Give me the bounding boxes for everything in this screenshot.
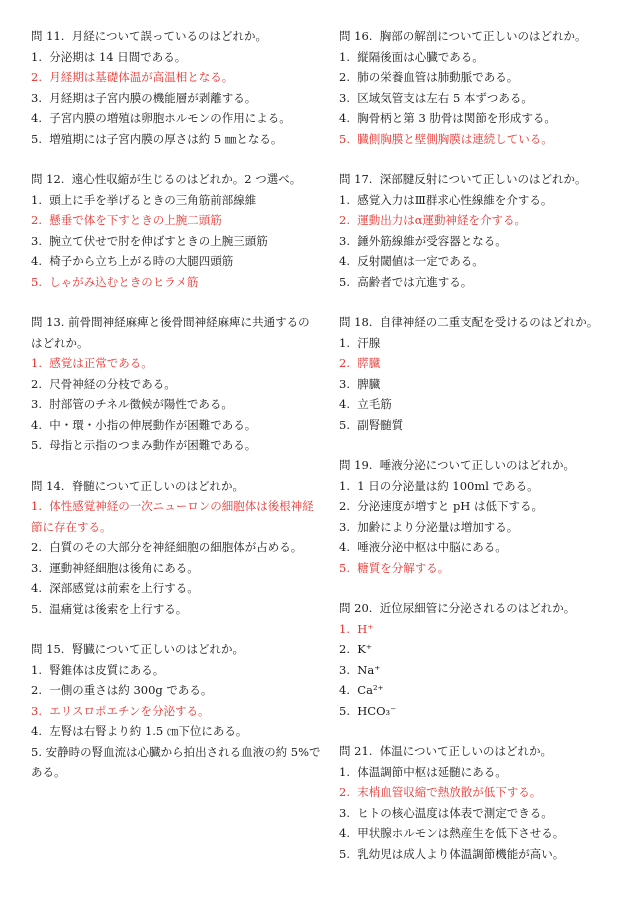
answer-option: 5. 高齢者では亢進する。	[339, 274, 473, 289]
answer-option: 5. 乳幼児は成人より体温調節機能が高い。	[339, 846, 565, 861]
answer-option: 4. 立毛筋	[339, 397, 392, 411]
question-q14	[31, 476, 321, 620]
answer-option-correct: 5. しゃがみ込むときのヒラメ筋	[31, 274, 199, 289]
question-q21	[339, 741, 619, 864]
answer-option: 1. 分泌期は 14 日間である。	[31, 49, 187, 64]
answer-option-correct: 2. 膵臓	[339, 356, 381, 370]
answer-option: 3. Na⁺	[339, 662, 381, 677]
answer-option: 3. 加齢により分泌量は増加する。	[339, 519, 519, 534]
question-q16	[339, 26, 619, 149]
question-title: 問 13. 前骨間神経麻痺と後骨間神経麻痺に共通するのはどれか。	[31, 315, 310, 350]
question-title: 問 15. 腎臓について正しいのはどれか。	[31, 642, 245, 656]
answer-option: 3. 錘外筋線維が受容器となる。	[339, 233, 507, 248]
answer-option: 4. 椅子から立ち上がる時の大腿四頭筋	[31, 254, 234, 268]
answer-option: 4. 左腎は右腎より約 1.5 ㎝下位にある。	[31, 724, 248, 738]
answer-option: 5. HCO₃⁻	[339, 703, 397, 718]
answer-option: 2. 一側の重さは約 300g である。	[31, 683, 213, 697]
question-title: 問 18. 自律神経の二重支配を受けるのはどれか。	[339, 315, 599, 329]
answer-option: 1. 腎錐体は皮質にある。	[31, 662, 165, 677]
answer-option-correct: 1. 感覚は正常である。	[31, 356, 153, 370]
answer-option: 1. 汗腺	[339, 335, 381, 350]
question-title: 問 14. 脊髄について正しいのはどれか。	[31, 478, 245, 493]
answer-option: 4. 反射閾値は一定である。	[339, 254, 484, 268]
answer-option-correct: 5. 臓側胸膜と壁側胸膜は連続している。	[339, 131, 553, 146]
answer-option: 1. 頭上に手を挙げるときの三角筋前部線維	[31, 192, 257, 207]
answer-option: 3. 腕立て伏せで肘を伸ばすときの上腕三頭筋	[31, 233, 268, 248]
answer-option-correct: 1. 体性感覚神経の一次ニューロンの細胞体は後根神経節に存在する。	[31, 499, 314, 534]
right-column	[339, 26, 619, 884]
answer-option-correct: 3. エリスロポエチンを分泌する。	[31, 703, 210, 718]
question-title: 問 20. 近位尿細管に分泌されるのはどれか。	[339, 601, 576, 615]
answer-option: 5. 温痛覚は後索を上行する。	[31, 601, 188, 616]
answer-option: 3. ヒトの核心温度は体表で測定できる。	[339, 805, 553, 820]
answer-option: 2. 白質のその大部分を神経細胞の細胞体が占める。	[31, 540, 303, 554]
question-q15	[31, 639, 321, 783]
answer-option: 5. 増殖期には子宮内膜の厚さは約 5 ㎜となる。	[31, 131, 283, 146]
answer-option: 4. 胸骨柄と第 3 肋骨は関節を形成する。	[339, 111, 556, 125]
answer-option-correct: 2. 運動出力はα運動神経を介する。	[339, 213, 527, 227]
answer-option: 3. 脾臓	[339, 376, 381, 391]
question-title: 問 19. 唾液分泌について正しいのはどれか。	[339, 458, 576, 472]
question-q11	[31, 26, 321, 149]
answer-option: 3. 肘部管のチネル徴候が陽性である。	[31, 397, 233, 411]
answer-option: 3. 月経期は子宮内膜の機能層が剥離する。	[31, 90, 257, 105]
answer-option: 1. 感覚入力はⅢ群求心性線維を介する。	[339, 192, 553, 207]
answer-option-correct: 2. 懸垂で体を下すときの上腕二頭筋	[31, 213, 222, 227]
answer-option: 4. 甲状腺ホルモンは熱産生を低下させる。	[339, 826, 565, 840]
question-title: 問 11. 月経について誤っているのはどれか。	[31, 29, 268, 43]
answer-option: 2. 肺の栄養血管は肺動脈である。	[339, 70, 519, 84]
question-q12	[31, 169, 321, 292]
answer-option-correct: 2. 末梢血管収縮で熱放散が低下する。	[339, 785, 542, 799]
answer-option: 2. K⁺	[339, 642, 372, 656]
question-q20	[339, 598, 619, 721]
answer-option: 1. 縦隔後面は心臓である。	[339, 49, 484, 64]
question-title: 問 12. 遠心性収縮が生じるのはどれか。2 つ選べ。	[31, 172, 302, 186]
answer-option: 5. 副腎髄質	[339, 417, 404, 432]
answer-option: 2. 分泌速度が増すと pH は低下する。	[339, 499, 543, 513]
question-title: 問 17. 深部腱反射について正しいのはどれか。	[339, 172, 587, 186]
answer-option: 4. 中・環・小指の伸展動作が困難である。	[31, 417, 257, 432]
question-title: 問 21. 体温について正しいのはどれか。	[339, 744, 553, 758]
answer-option: 4. 子宮内膜の増殖は卵胞ホルモンの作用による。	[31, 111, 291, 125]
answer-option: 5. 安静時の腎血流は心臓から拍出される血液の約 5%である。	[31, 744, 321, 779]
answer-option: 1. 1 日の分泌量は約 100ml である。	[339, 478, 539, 493]
answer-option: 4. 唾液分泌中枢は中脳にある。	[339, 540, 507, 554]
answer-option: 4. Ca²⁺	[339, 683, 384, 697]
answer-option: 3. 運動神経細胞は後角にある。	[31, 560, 199, 575]
answer-option-correct: 2. 月経期は基礎体温が高温相となる。	[31, 70, 234, 84]
answer-option-correct: 1. H⁺	[339, 621, 374, 636]
left-column	[31, 26, 321, 803]
answer-option: 1. 体温調節中枢は延髄にある。	[339, 764, 507, 779]
question-q17	[339, 169, 619, 292]
answer-option: 3. 区域気管支は左右 5 本ずつある。	[339, 90, 533, 105]
question-q19	[339, 455, 619, 578]
answer-option: 5. 母指と示指のつまみ動作が困難である。	[31, 438, 257, 452]
question-q13	[31, 312, 321, 456]
answer-option: 2. 尺骨神経の分枝である。	[31, 376, 176, 391]
answer-option: 4. 深部感覚は前索を上行する。	[31, 581, 199, 595]
answer-option-correct: 5. 糖質を分解する。	[339, 560, 450, 575]
question-title: 問 16. 胸部の解剖について正しいのはどれか。	[339, 29, 587, 43]
question-q18	[339, 312, 619, 435]
